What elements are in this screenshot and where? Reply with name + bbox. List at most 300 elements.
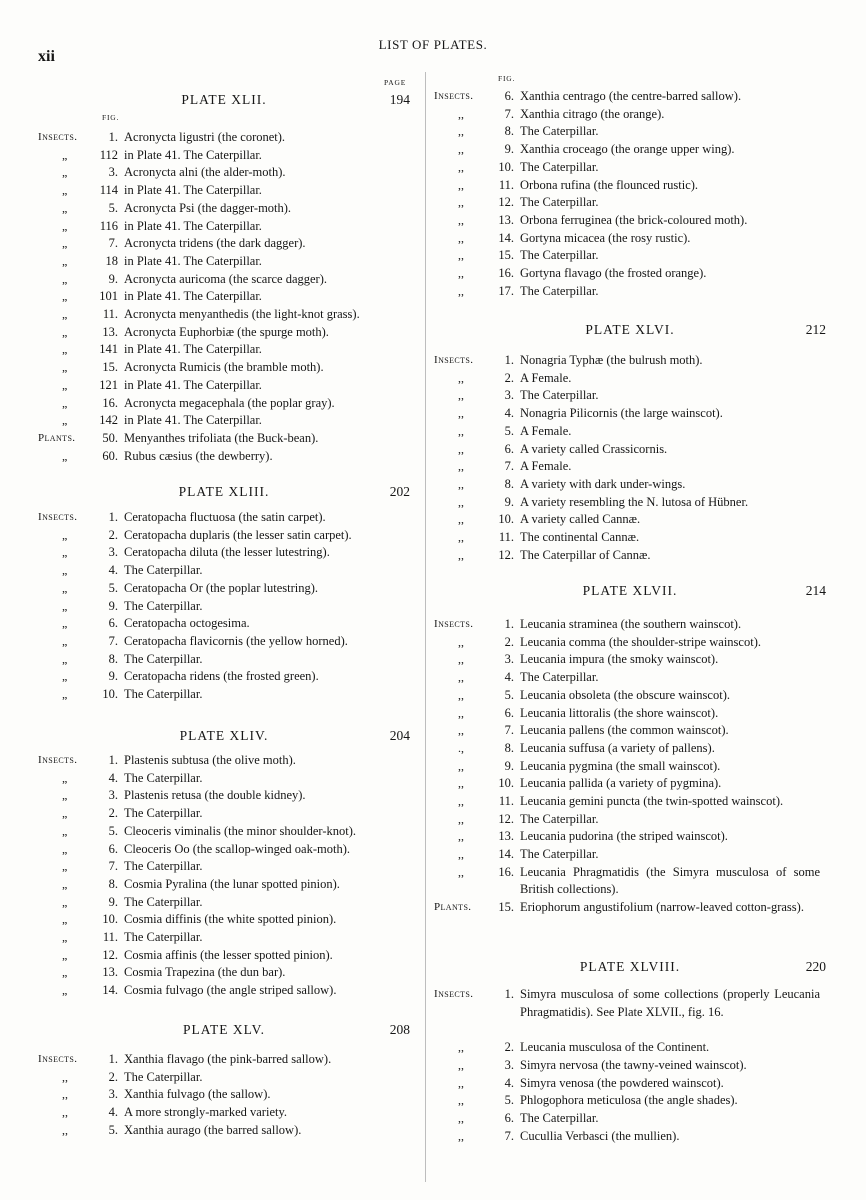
figure-description: The Caterpillar. bbox=[124, 806, 203, 821]
figure-number: 16. bbox=[102, 395, 118, 410]
ditto-mark: „ bbox=[62, 200, 68, 215]
figure-number: 4. bbox=[504, 670, 514, 685]
plate-entry bbox=[38, 377, 410, 395]
figure-description: Acronycta Rumicis (the bramble moth). bbox=[124, 360, 324, 375]
ditto-mark: „ bbox=[62, 841, 68, 856]
figure-number: 5. bbox=[108, 1122, 118, 1137]
figure-description: The Caterpillar. bbox=[124, 1069, 203, 1084]
figure-number: 9. bbox=[504, 494, 514, 509]
figure-description: Leucania pudorina (the striped wainscot). bbox=[520, 829, 728, 844]
plate-entry bbox=[38, 580, 410, 598]
figure-description: Orbona ferruginea (the brick-coloured moth). bbox=[520, 212, 748, 227]
plate-entry bbox=[434, 1039, 826, 1057]
plate-entry bbox=[434, 265, 826, 283]
ditto-mark: „ bbox=[62, 823, 68, 838]
plate-header bbox=[38, 1022, 410, 1040]
figure-number: 14. bbox=[498, 230, 514, 245]
figure-number: 6. bbox=[108, 841, 118, 856]
plate-entry bbox=[38, 412, 410, 430]
plate-entry bbox=[434, 846, 826, 864]
plate-entry bbox=[434, 687, 826, 705]
figure-number: 13. bbox=[498, 829, 514, 844]
ditto-mark: „ bbox=[62, 788, 68, 803]
figure-description: The Caterpillar. bbox=[520, 195, 599, 210]
ditto-mark: „ bbox=[62, 687, 68, 701]
ditto-mark: ,, bbox=[458, 441, 464, 456]
plate-entry bbox=[38, 164, 410, 182]
ditto-mark: „ bbox=[62, 165, 68, 180]
figure-description: Leucania impura (the smoky wainscot). bbox=[520, 652, 719, 667]
plate-entry bbox=[38, 805, 410, 823]
ditto-mark: „ bbox=[62, 580, 68, 595]
plate-entry bbox=[434, 705, 826, 723]
figure-number: 114 bbox=[99, 183, 118, 198]
figure-number: 13. bbox=[498, 212, 514, 227]
plate-entry bbox=[38, 876, 410, 894]
figure-description: Simyra musculosa of some collections (properly Leucania Phragmatidis). See Plate XLVII., fig. 16. bbox=[520, 987, 820, 1019]
ditto-mark: ,, bbox=[458, 248, 464, 263]
plate-entry bbox=[38, 947, 410, 965]
figure-description: The Caterpillar. bbox=[124, 598, 203, 613]
plate-entry bbox=[434, 775, 826, 793]
ditto-mark: ,, bbox=[458, 705, 464, 720]
ditto-mark: „ bbox=[62, 324, 68, 339]
figure-number: 5. bbox=[108, 200, 118, 215]
figure-number: 50. bbox=[102, 430, 118, 445]
plate-entry bbox=[434, 494, 826, 512]
plate-entry bbox=[434, 283, 826, 301]
figure-description: Xanthia croceago (the orange upper wing). bbox=[520, 142, 735, 157]
figure-number: 12. bbox=[498, 195, 514, 210]
plate-title: PLATE XLVIII. bbox=[579, 959, 681, 974]
plate-entry bbox=[434, 212, 826, 230]
figure-number: 4. bbox=[504, 406, 514, 421]
figure-description: Rubus cæsius (the dewberry). bbox=[124, 448, 273, 463]
figure-number: 2. bbox=[504, 634, 514, 649]
figure-number: 18 bbox=[105, 253, 118, 268]
plate-entry bbox=[38, 841, 410, 859]
figure-number: 17. bbox=[498, 283, 514, 298]
ditto-mark: ,, bbox=[458, 512, 464, 527]
category-label: Insects. bbox=[38, 131, 78, 143]
ditto-mark: ,, bbox=[62, 1122, 68, 1137]
plate-entry bbox=[38, 147, 410, 165]
figure-number: 7. bbox=[504, 459, 514, 474]
plate-page-number: 208 bbox=[389, 1022, 410, 1037]
plate-entry bbox=[434, 758, 826, 776]
figure-description: Nonagria Typhæ (the bulrush moth). bbox=[520, 353, 703, 367]
ditto-mark: „ bbox=[62, 616, 68, 631]
figure-description: Gortyna micacea (the rosy rustic). bbox=[520, 230, 691, 245]
plate-entry bbox=[38, 1104, 410, 1122]
ditto-mark: „ bbox=[62, 413, 68, 428]
category-label: Insects. bbox=[434, 988, 474, 1000]
plate-entry bbox=[434, 159, 826, 177]
figure-number: 16. bbox=[498, 864, 514, 879]
figure-number: 7. bbox=[108, 859, 118, 874]
figure-number: 9. bbox=[108, 669, 118, 684]
figure-number: 10. bbox=[498, 159, 514, 174]
plate-entry bbox=[434, 634, 826, 652]
ditto-mark: ,, bbox=[458, 159, 464, 174]
figure-number: 8. bbox=[108, 876, 118, 891]
plate-header bbox=[38, 728, 410, 746]
figure-description: A variety called Crassicornis. bbox=[520, 441, 668, 456]
plate-entry bbox=[434, 88, 826, 106]
plate-entry bbox=[38, 448, 410, 466]
figure-number: 3. bbox=[108, 1087, 118, 1102]
figure-number: 3. bbox=[108, 165, 118, 180]
figure-description: The Caterpillar. bbox=[124, 894, 203, 909]
plate-entry bbox=[434, 141, 826, 159]
figure-number: 2. bbox=[108, 1069, 118, 1084]
ditto-mark: „ bbox=[62, 289, 68, 304]
figure-number: 4. bbox=[108, 563, 118, 578]
ditto-mark: „ bbox=[62, 983, 68, 998]
ditto-mark: „ bbox=[62, 377, 68, 392]
figure-description: Ceratopacha octogesima. bbox=[124, 616, 250, 631]
ditto-mark: ,, bbox=[62, 1087, 68, 1102]
plate-header bbox=[434, 959, 826, 977]
figure-number: 11. bbox=[102, 930, 118, 944]
plate-header bbox=[434, 583, 826, 601]
plate-entry bbox=[38, 982, 410, 1000]
figure-number: 15. bbox=[498, 248, 514, 263]
figure-description: The Caterpillar. bbox=[520, 670, 599, 685]
plate-entry bbox=[38, 823, 410, 841]
figure-description: Cucullia Verbasci (the mullien). bbox=[520, 1128, 680, 1143]
figure-description: The Caterpillar. bbox=[520, 1110, 599, 1125]
plate-entry bbox=[38, 770, 410, 788]
figure-description: The Caterpillar. bbox=[124, 770, 203, 785]
figure-description: Ceratopacha duplaris (the lesser satin carpet). bbox=[124, 527, 352, 542]
plate-entry bbox=[434, 106, 826, 124]
figure-description: A variety resembling the N. lutosa of Hübner. bbox=[520, 494, 749, 509]
ditto-mark: „ bbox=[62, 183, 68, 198]
plate-entry bbox=[38, 633, 410, 651]
figure-number: 142 bbox=[99, 413, 118, 428]
ditto-mark: ,, bbox=[458, 864, 464, 879]
plate-title: PLATE XLII. bbox=[181, 92, 267, 107]
plate-title: PLATE XLIV. bbox=[179, 728, 269, 743]
ditto-mark: ,, bbox=[458, 1040, 464, 1055]
ditto-mark: ,, bbox=[62, 1069, 68, 1084]
figure-number: 14. bbox=[102, 983, 118, 998]
ditto-mark: ,, bbox=[458, 847, 464, 862]
plate-entry bbox=[38, 341, 410, 359]
ditto-mark: „ bbox=[62, 395, 68, 410]
figure-number: 101 bbox=[99, 289, 118, 304]
figure-number: 116 bbox=[99, 218, 118, 233]
plate-page-number: 212 bbox=[805, 322, 826, 337]
figure-number: 5. bbox=[504, 1093, 514, 1108]
figure-number: 6. bbox=[504, 705, 514, 720]
ditto-mark: ,, bbox=[458, 758, 464, 773]
figure-description: Ceratopacha Or (the poplar lutestring). bbox=[124, 580, 319, 595]
figure-number: 7. bbox=[108, 633, 118, 648]
figure-number: 121 bbox=[99, 377, 118, 392]
figure-description: The Caterpillar. bbox=[520, 847, 599, 862]
figure-number: 12. bbox=[102, 947, 118, 962]
figure-description: The Caterpillar. bbox=[520, 811, 599, 826]
figure-number: 11. bbox=[102, 307, 118, 321]
plate-entry bbox=[38, 129, 410, 147]
figure-number: 3. bbox=[504, 388, 514, 403]
plate-entry bbox=[38, 787, 410, 805]
ditto-mark: ,, bbox=[458, 1093, 464, 1108]
plate-entry bbox=[38, 218, 410, 236]
ditto-mark: „ bbox=[62, 448, 68, 463]
figure-description: Acronycta alni (the alder-moth). bbox=[124, 165, 286, 180]
figure-number: 8. bbox=[504, 476, 514, 491]
figure-description: in Plate 41. The Caterpillar. bbox=[124, 253, 262, 268]
figure-description: Phlogophora meticulosa (the angle shades). bbox=[520, 1093, 738, 1108]
ditto-mark: „ bbox=[62, 271, 68, 286]
plate-entry bbox=[434, 529, 826, 547]
category-label: Insects. bbox=[434, 354, 474, 366]
category-label: Insects. bbox=[38, 1053, 78, 1065]
figure-description: Cosmia Pyralina (the lunar spotted pinion). bbox=[124, 876, 340, 891]
figure-description: A variety called Cannæ. bbox=[520, 512, 641, 527]
figure-number: 4. bbox=[504, 1075, 514, 1090]
figure-number: 4. bbox=[108, 770, 118, 785]
plate-entry bbox=[434, 899, 826, 934]
plate-entry bbox=[434, 387, 826, 405]
plate-entry bbox=[434, 986, 826, 1039]
ditto-mark: ,, bbox=[458, 1057, 464, 1072]
figure-number: 2. bbox=[504, 370, 514, 385]
figure-description: Cleoceris viminalis (the minor shoulder-knot). bbox=[124, 823, 356, 838]
figure-description: Ceratopacha fluctuosa (the satin carpet). bbox=[124, 510, 326, 524]
figure-description: The Caterpillar. bbox=[124, 687, 203, 701]
plate-entry bbox=[38, 430, 410, 448]
plate-entry bbox=[38, 200, 410, 218]
figure-description: Ceratopacha diluta (the lesser lutestring). bbox=[124, 545, 330, 560]
figure-number: 5. bbox=[504, 423, 514, 438]
ditto-mark: „ bbox=[62, 527, 68, 542]
figure-description: The Caterpillar. bbox=[124, 651, 203, 666]
ditto-mark: ,, bbox=[458, 547, 464, 562]
ditto-mark: ,, bbox=[458, 723, 464, 738]
figure-description: Menyanthes trifoliata (the Buck-bean). bbox=[124, 430, 319, 445]
figure-description: The Caterpillar. bbox=[124, 563, 203, 578]
ditto-mark: ,, bbox=[458, 634, 464, 649]
fig-column-label: FIG. bbox=[498, 74, 516, 83]
figure-description: Cosmia Trapezina (the dun bar). bbox=[124, 965, 286, 980]
figure-description: Leucania pallens (the common wainscot). bbox=[520, 723, 729, 738]
figure-number: 10. bbox=[102, 912, 118, 927]
ditto-mark: ,, bbox=[458, 195, 464, 210]
plate-entry bbox=[434, 547, 826, 565]
figure-number: 8. bbox=[504, 124, 514, 139]
plate-entry bbox=[38, 668, 410, 686]
ditto-mark: ,, bbox=[62, 1105, 68, 1120]
plate-entry bbox=[38, 509, 410, 527]
figure-description: Cleoceris Oo (the scallop-winged oak-moth). bbox=[124, 841, 350, 856]
plate-entry bbox=[434, 793, 826, 811]
plate-entry bbox=[434, 441, 826, 459]
ditto-mark: „ bbox=[62, 651, 68, 666]
figure-description: in Plate 41. The Caterpillar. bbox=[124, 377, 262, 392]
fig-column-label: FIG. bbox=[102, 113, 120, 122]
figure-description: A more strongly-marked variety. bbox=[124, 1105, 288, 1120]
figure-description: Acronycta megacephala (the poplar gray). bbox=[124, 395, 335, 410]
figure-description: Acronycta menyanthedis (the light-knot grass). bbox=[124, 307, 360, 321]
figure-description: Acronycta Psi (the dagger-moth). bbox=[124, 200, 292, 215]
figure-number: 1. bbox=[108, 510, 118, 524]
plate-page-number: 194 bbox=[389, 92, 410, 107]
figure-description: Acronycta tridens (the dark dagger). bbox=[124, 236, 306, 251]
plate-entry bbox=[434, 864, 826, 899]
figure-number: 141 bbox=[99, 342, 118, 357]
ditto-mark: „ bbox=[62, 342, 68, 357]
figure-description: Leucania comma (the shoulder-stripe wainscot). bbox=[520, 634, 761, 649]
ditto-mark: ,, bbox=[458, 1110, 464, 1125]
page-number: xii bbox=[38, 48, 55, 65]
figure-description: A variety with dark under-wings. bbox=[520, 476, 686, 491]
plate-entry bbox=[434, 177, 826, 195]
figure-number: 1. bbox=[108, 1052, 118, 1066]
figure-description: The Caterpillar. bbox=[124, 930, 203, 944]
figure-number: 10. bbox=[102, 687, 118, 701]
plate-entry bbox=[434, 740, 826, 758]
plate-entry bbox=[38, 686, 410, 704]
plate-entry bbox=[38, 752, 410, 770]
figure-description: Xanthia aurago (the barred sallow). bbox=[124, 1122, 302, 1137]
ditto-mark: ,, bbox=[458, 370, 464, 385]
figure-description: The Caterpillar. bbox=[520, 283, 599, 298]
plate-entry bbox=[38, 235, 410, 253]
figure-description: Orbona rufina (the flounced rustic). bbox=[520, 177, 699, 192]
ditto-mark: ,, bbox=[458, 829, 464, 844]
ditto-mark: „ bbox=[62, 806, 68, 821]
figure-number: 3. bbox=[108, 545, 118, 560]
figure-description: Leucania obsoleta (the obscure wainscot). bbox=[520, 687, 730, 702]
plate-entry bbox=[434, 370, 826, 388]
figure-number: 1. bbox=[108, 130, 118, 144]
figure-description: in Plate 41. The Caterpillar. bbox=[124, 218, 262, 233]
plate-entry bbox=[38, 288, 410, 306]
figure-number: 11. bbox=[498, 177, 514, 192]
ditto-mark: ,, bbox=[458, 177, 464, 192]
figure-number: 9. bbox=[108, 894, 118, 909]
ditto-mark: „ bbox=[62, 147, 68, 162]
category-label: Plants. bbox=[434, 901, 472, 914]
figure-number: 13. bbox=[102, 324, 118, 339]
figure-description: Xanthia fulvago (the sallow). bbox=[124, 1087, 271, 1102]
figure-description: Cosmia affinis (the lesser spotted pinion). bbox=[124, 947, 333, 962]
figure-number: 6. bbox=[504, 89, 514, 103]
plate-page-number: 220 bbox=[805, 959, 826, 974]
figure-description: Ceratopacha ridens (the frosted green). bbox=[124, 669, 319, 684]
plate-entry bbox=[38, 964, 410, 982]
figure-description: The Caterpillar. bbox=[520, 248, 599, 263]
plate-entry bbox=[38, 911, 410, 929]
figure-description: Plastenis subtusa (the olive moth). bbox=[124, 753, 296, 767]
ditto-mark: ,, bbox=[458, 142, 464, 157]
figure-number: 2. bbox=[108, 527, 118, 542]
figure-number: 2. bbox=[108, 806, 118, 821]
figure-number: 60. bbox=[102, 448, 118, 463]
figure-number: 13. bbox=[102, 965, 118, 980]
ditto-mark: ,, bbox=[458, 212, 464, 227]
figure-description: Leucania musculosa of the Continent. bbox=[520, 1040, 710, 1055]
plate-entry bbox=[38, 615, 410, 633]
plate-entry bbox=[38, 1051, 410, 1069]
figure-number: 9. bbox=[504, 142, 514, 157]
plate-entry bbox=[434, 230, 826, 248]
plate-header bbox=[38, 92, 410, 110]
figure-number: 1. bbox=[504, 617, 514, 631]
ditto-mark: „ bbox=[62, 930, 68, 944]
ditto-mark: „ bbox=[62, 633, 68, 648]
figure-number: 12. bbox=[498, 547, 514, 562]
ditto-mark: ,, bbox=[458, 652, 464, 667]
ditto-mark: ,, bbox=[458, 106, 464, 121]
ditto-mark: ,, bbox=[458, 776, 464, 791]
ditto-mark: „ bbox=[62, 669, 68, 684]
plate-entry bbox=[434, 476, 826, 494]
figure-number: 3. bbox=[504, 652, 514, 667]
figure-description: in Plate 41. The Caterpillar. bbox=[124, 413, 262, 428]
figure-number: 3. bbox=[108, 788, 118, 803]
plate-entry bbox=[38, 253, 410, 271]
figure-description: Leucania gemini puncta (the twin-spotted wainscot). bbox=[520, 794, 784, 808]
plate-entry bbox=[38, 858, 410, 876]
plate-entry bbox=[434, 1128, 826, 1146]
figure-description: Cosmia diffinis (the white spotted pinion). bbox=[124, 912, 337, 927]
figure-description: A Female. bbox=[520, 459, 572, 474]
plate-entry bbox=[434, 811, 826, 829]
figure-description: Xanthia flavago (the pink-barred sallow). bbox=[124, 1052, 332, 1066]
plate-entry bbox=[434, 458, 826, 476]
figure-number: 5. bbox=[108, 823, 118, 838]
plate-title: PLATE XLIII. bbox=[178, 484, 270, 499]
figure-description: The Caterpillar. bbox=[520, 159, 599, 174]
figure-number: 4. bbox=[108, 1105, 118, 1120]
figure-description: The Caterpillar. bbox=[520, 388, 599, 403]
figure-number: 10. bbox=[498, 512, 514, 527]
plate-entry bbox=[38, 306, 410, 324]
page-column-label: PAGE bbox=[384, 78, 407, 87]
plate-entry bbox=[434, 405, 826, 423]
plate-entry bbox=[38, 651, 410, 669]
figure-description: The continental Cannæ. bbox=[520, 530, 640, 544]
figure-description: Leucania littoralis (the shore wainscot). bbox=[520, 705, 719, 720]
figure-description: Ceratopacha flavicornis (the yellow horned). bbox=[124, 633, 348, 648]
plate-page-number: 202 bbox=[389, 484, 410, 499]
plate-entry bbox=[434, 1057, 826, 1075]
plate-title: PLATE XLVI. bbox=[585, 322, 675, 337]
ditto-mark: „ bbox=[62, 253, 68, 268]
ditto-mark: ., bbox=[458, 740, 464, 755]
category-label: Insects. bbox=[38, 754, 78, 766]
ditto-mark: ,, bbox=[458, 406, 464, 421]
figure-description: Acronycta Euphorbiæ (the spurge moth). bbox=[124, 324, 329, 339]
plate-title: PLATE XLVII. bbox=[582, 583, 678, 598]
figure-number: 6. bbox=[108, 616, 118, 631]
plate-entry bbox=[38, 544, 410, 562]
figure-description: Gortyna flavago (the frosted orange). bbox=[520, 266, 707, 280]
ditto-mark: „ bbox=[62, 965, 68, 980]
figure-description: Cosmia fulvago (the angle striped sallow). bbox=[124, 983, 337, 998]
figure-number: 112 bbox=[99, 147, 118, 162]
plate-entry bbox=[434, 616, 826, 634]
figure-number: 7. bbox=[504, 106, 514, 121]
ditto-mark: ,, bbox=[458, 459, 464, 474]
ditto-mark: ,, bbox=[458, 230, 464, 245]
figure-number: 6. bbox=[504, 441, 514, 456]
